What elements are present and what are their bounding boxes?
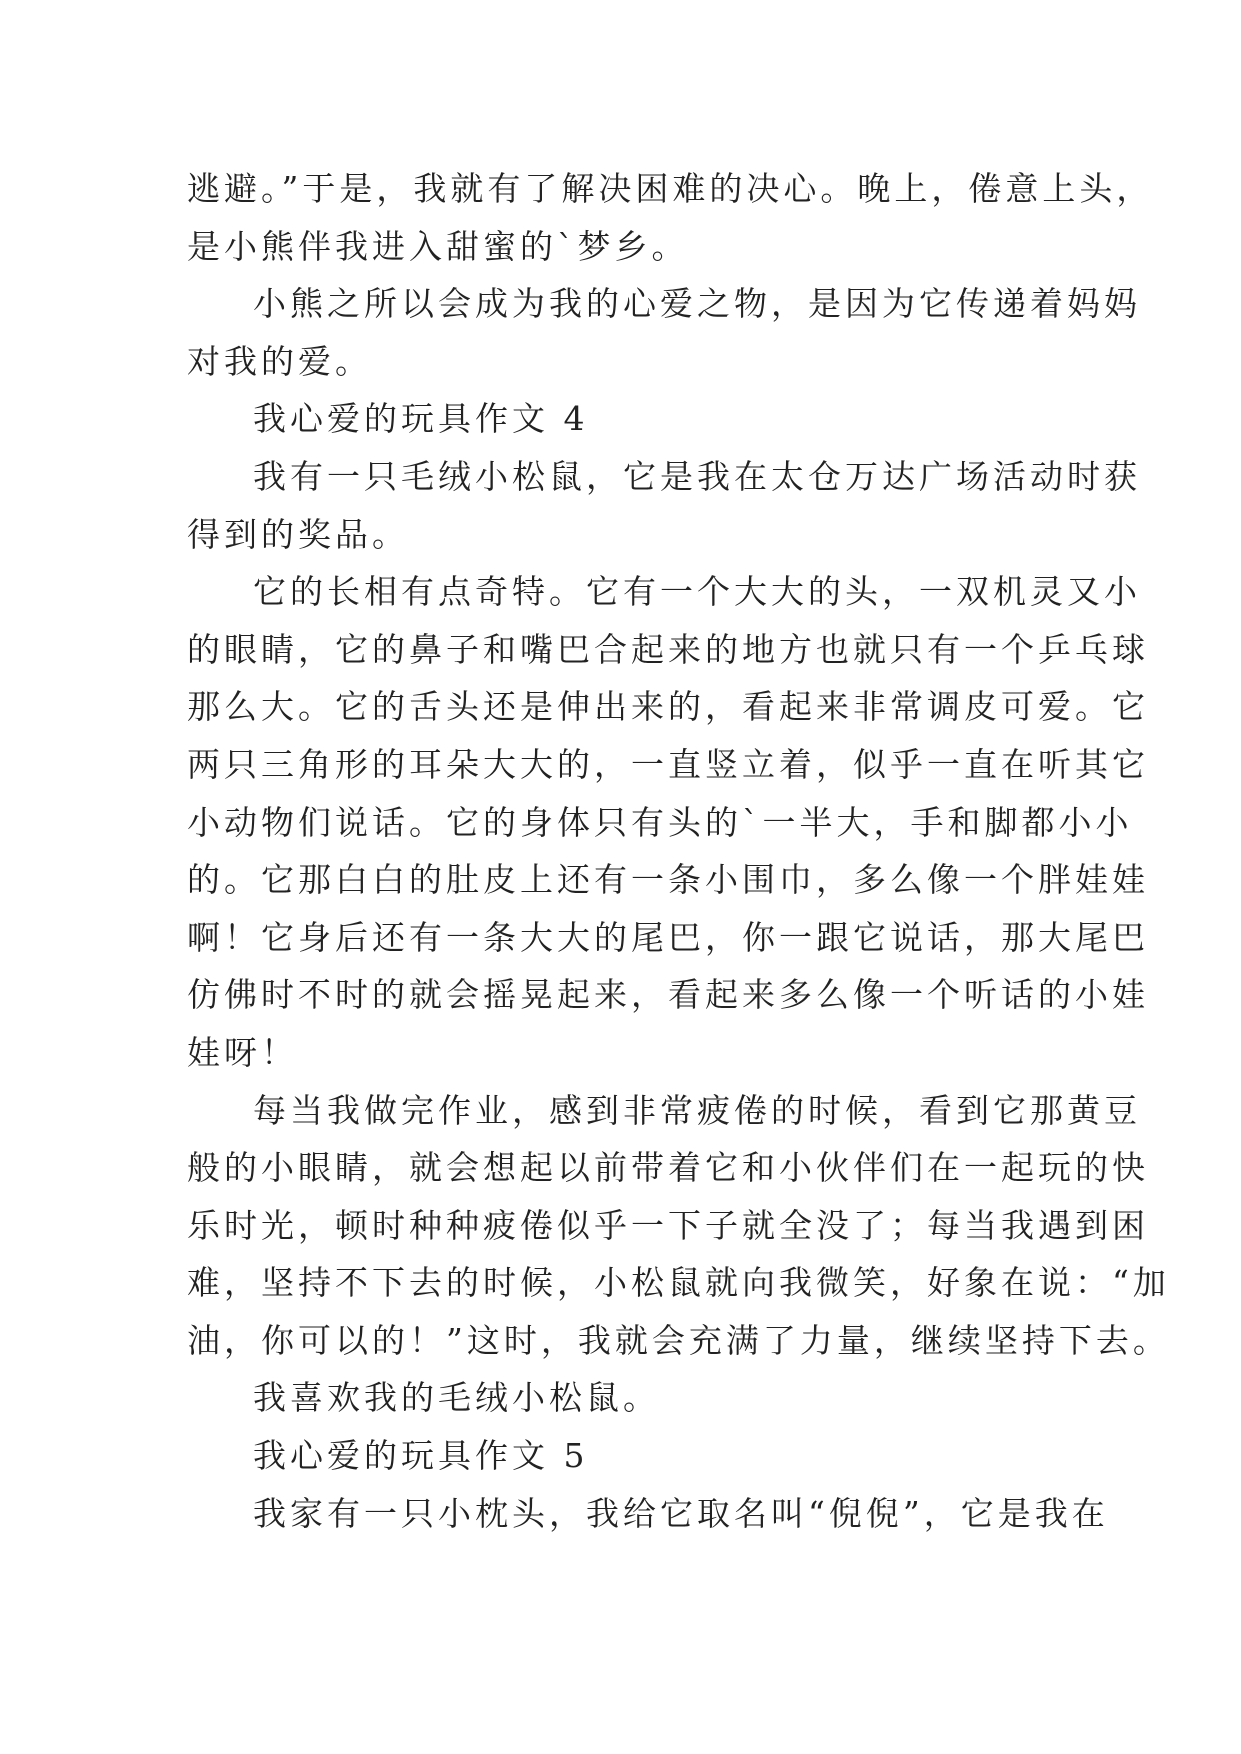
section-heading-4: 我心爱的玩具作文 4	[253, 399, 589, 439]
section-heading-5: 我心爱的玩具作文 5	[253, 1436, 589, 1476]
text-line-18: 般的小眼睛，就会想起以前带着它和小伙伴们在一起玩的快	[187, 1148, 1149, 1188]
text-line-14: 啊！它身后还有一条大大的尾巴，你一跟它说话，那大尾巴	[187, 917, 1149, 957]
text-line-2: 是小熊伴我进入甜蜜的`梦乡。	[187, 226, 689, 266]
text-line-21: 油，你可以的！”这时，我就会充满了力量，继续坚持下去。	[187, 1320, 1170, 1360]
text-line-15: 仿佛时不时的就会摇晃起来，看起来多么像一个听话的小娃	[187, 975, 1149, 1015]
text-line-13: 的。它那白白的肚皮上还有一条小围巾，多么像一个胖娃娃	[187, 860, 1149, 900]
text-line-10: 那么大。它的舌头还是伸出来的，看起来非常调皮可爱。它	[187, 687, 1149, 727]
text-line-22: 我喜欢我的毛绒小松鼠。	[253, 1378, 660, 1418]
text-line-24: 我家有一只小枕头，我给它取名叫“倪倪”，它是我在	[253, 1493, 1109, 1533]
text-line-19: 乐时光，顿时种种疲倦似乎一下子就全没了；每当我遇到困	[187, 1205, 1149, 1245]
text-line-16: 娃呀！	[187, 1032, 298, 1072]
text-line-12: 小动物们说话。它的身体只有头的`一半大，手和脚都小小	[187, 802, 1133, 842]
text-line-1: 逃避。”于是，我就有了解决困难的决心。晚上，倦意上头，	[187, 169, 1154, 208]
text-line-4: 对我的爱。	[187, 341, 372, 381]
text-line-3: 小熊之所以会成为我的心爱之物，是因为它传递着妈妈	[253, 284, 1141, 324]
text-line-20: 难，坚持不下去的时候，小松鼠就向我微笑，好象在说：“加	[187, 1263, 1170, 1303]
text-line-11: 两只三角形的耳朵大大的，一直竖立着，似乎一直在听其它	[187, 744, 1149, 784]
body-text	[187, 160, 1170, 1542]
text-line-9: 的眼睛，它的鼻子和嘴巴合起来的地方也就只有一个乒乓球	[187, 629, 1149, 669]
text-line-8: 它的长相有点奇特。它有一个大大的头，一双机灵又小	[253, 572, 1141, 612]
text-line-7: 得到的奖品。	[187, 514, 409, 554]
text-line-6: 我有一只毛绒小松鼠，它是我在太仓万达广场活动时获	[253, 456, 1141, 496]
text-line-17: 每当我做完作业，感到非常疲倦的时候，看到它那黄豆	[253, 1090, 1141, 1130]
